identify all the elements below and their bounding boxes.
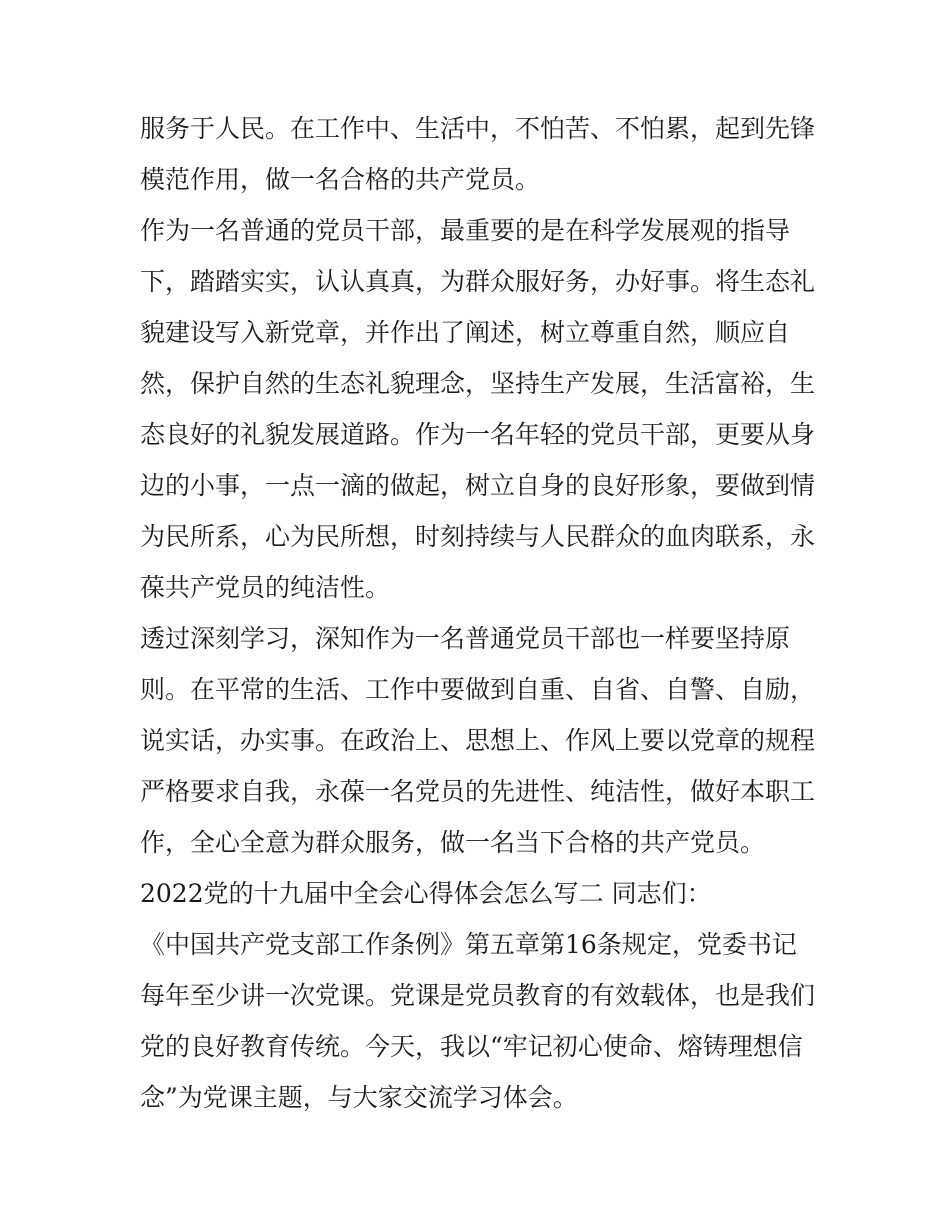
text-line: 边的小事，一点一滴的做起，树立自身的良好形象，要做到情	[140, 471, 816, 500]
text-line: 说实话，办实事。在政治上、思想上、作风上要以党章的规程	[140, 726, 816, 755]
text-line: 服务于人民。在工作中、生活中，不怕苦、不怕累，起到先锋	[140, 114, 816, 143]
text-line: 作为一名普通的党员干部，最重要的是在科学发展观的指导	[140, 216, 791, 245]
text-line: 每年至少讲一次党课。党课是党员教育的有效载体，也是我们	[140, 981, 816, 1010]
text-line: 貌建设写入新党章，并作出了阐述，树立尊重自然，顺应自	[140, 318, 791, 347]
section-heading-line: 2022党的十九届中全会心得体会怎么写二 同志们：	[140, 879, 712, 908]
text-line: 然，保护自然的生态礼貌理念，坚持生产发展，生活富裕，生	[140, 369, 816, 398]
text-line: 为民所系，心为民所想，时刻持续与人民群众的血肉联系，永	[140, 522, 816, 551]
text-line: 党的良好教育传统。今天，我以“牢记初心使命、熔铸理想信	[140, 1032, 803, 1061]
text-line: 下，踏踏实实，认认真真，为群众服好务，办好事。将生态礼	[140, 267, 816, 296]
text-line: 则。在平常的生活、工作中要做到自重、自省、自警、自励，	[140, 675, 816, 704]
text-line: 念”为党课主题，与大家交流学习体会。	[140, 1083, 578, 1112]
text-line: 透过深刻学习，深知作为一名普通党员干部也一样要坚持原	[140, 624, 791, 653]
text-line: 模范作用，做一名合格的共产党员。	[140, 165, 541, 194]
text-line: 葆共产党员的纯洁性。	[140, 573, 391, 602]
document-body	[140, 103, 820, 1123]
text-line: 态良好的礼貌发展道路。作为一名年轻的党员干部，更要从身	[140, 420, 816, 449]
text-line: 作，全心全意为群众服务，做一名当下合格的共产党员。	[140, 828, 766, 857]
text-line: 严格要求自我，永葆一名党员的先进性、纯洁性，做好本职工	[140, 777, 816, 806]
text-line: 《中国共产党支部工作条例》第五章第16条规定，党委书记	[140, 930, 797, 959]
